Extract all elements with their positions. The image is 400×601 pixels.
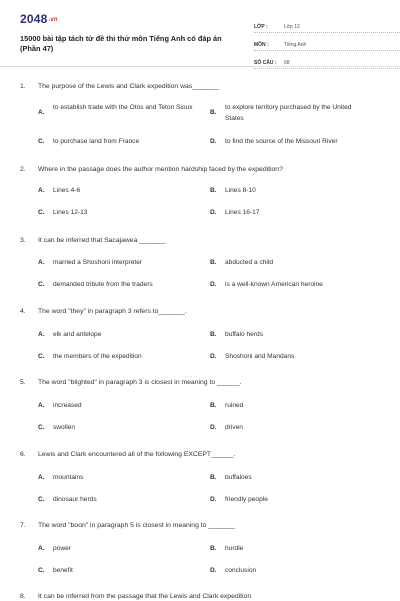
question-text: Where in the passage does the author mention hardship faced by the expedition? bbox=[38, 166, 283, 173]
meta-row-subject bbox=[254, 34, 400, 51]
document-title: 15000 bài tập tách từ đề thi thử môn Tiếng Anh có đáp án (Phần 47) bbox=[20, 34, 222, 53]
option-a[interactable] bbox=[38, 185, 183, 196]
option-a[interactable] bbox=[38, 329, 183, 340]
option-text: driven bbox=[225, 424, 243, 431]
option-letter: B. bbox=[210, 402, 217, 409]
option-b[interactable] bbox=[210, 185, 355, 196]
option-c[interactable] bbox=[38, 422, 183, 433]
question-number: 4. bbox=[20, 308, 26, 315]
option-letter: A. bbox=[38, 331, 45, 338]
option-b[interactable] bbox=[210, 102, 365, 124]
option-text: is a well-known American heroine bbox=[225, 281, 323, 288]
option-text: dinosaur herds bbox=[53, 496, 97, 503]
option-letter: B. bbox=[210, 259, 217, 266]
question-stem bbox=[20, 165, 380, 174]
option-c[interactable] bbox=[38, 565, 183, 576]
option-text: demanded tribute from the traders bbox=[53, 281, 153, 288]
meta-value: Lớp 12 bbox=[284, 24, 300, 30]
option-text: to purchase land from France bbox=[53, 138, 140, 145]
option-letter: D. bbox=[210, 496, 217, 503]
option-letter: C. bbox=[38, 567, 45, 574]
option-d[interactable] bbox=[210, 565, 355, 576]
question-text: Lewis and Clark encountered all of the following EXCEPT______. bbox=[38, 451, 236, 458]
option-a[interactable] bbox=[38, 257, 183, 268]
question bbox=[20, 378, 380, 431]
question-text: It can be inferred from the passage that the Lewis and Clark expedition bbox=[38, 593, 252, 600]
option-letter: D. bbox=[210, 138, 217, 145]
question bbox=[20, 236, 380, 288]
question-stem bbox=[20, 307, 380, 316]
header-divider bbox=[0, 66, 400, 67]
option-text: hurdle bbox=[225, 545, 244, 552]
question-text: The word "blighted" in paragraph 3 is closest in meaning to ______. bbox=[38, 379, 242, 386]
question-number: 3. bbox=[20, 237, 26, 244]
option-letter: D. bbox=[210, 567, 217, 574]
meta-value: 68 bbox=[284, 60, 290, 66]
option-d[interactable] bbox=[210, 351, 355, 362]
option-text: to find the source of the Missouri River bbox=[225, 138, 338, 145]
question-number: 7. bbox=[20, 522, 26, 529]
option-text: swollen bbox=[53, 424, 75, 431]
option-b[interactable] bbox=[210, 472, 355, 483]
option-text: increased bbox=[53, 402, 82, 409]
option-d[interactable] bbox=[210, 422, 355, 433]
option-letter: D. bbox=[210, 281, 217, 288]
option-b[interactable] bbox=[210, 329, 355, 340]
meta-row-class bbox=[254, 16, 400, 33]
question-stem bbox=[20, 521, 380, 530]
option-text: friendly people bbox=[225, 496, 268, 503]
option-text: buffaloes bbox=[225, 474, 252, 481]
option-letter: B. bbox=[210, 474, 217, 481]
option-text: Shoshoni and Mandans bbox=[225, 353, 295, 360]
option-text: conclusion bbox=[225, 567, 257, 574]
option-letter: C. bbox=[38, 138, 45, 145]
option-d[interactable] bbox=[210, 279, 385, 290]
question bbox=[20, 450, 380, 503]
meta-key: MÔN : bbox=[254, 42, 269, 48]
meta-panel bbox=[254, 16, 400, 70]
option-letter: B. bbox=[210, 331, 217, 338]
option-text: to explore territory purchased by the United States bbox=[225, 104, 352, 122]
option-letter: A. bbox=[38, 109, 45, 116]
question bbox=[20, 165, 380, 216]
question-stem bbox=[20, 450, 380, 459]
option-letter: D. bbox=[210, 353, 217, 360]
option-c[interactable] bbox=[38, 494, 183, 505]
option-text: Lines 4-6 bbox=[53, 187, 81, 194]
question-stem bbox=[20, 378, 380, 387]
option-letter: C. bbox=[38, 496, 45, 503]
option-c[interactable] bbox=[38, 351, 183, 362]
option-b[interactable] bbox=[210, 400, 355, 411]
site-logo[interactable] bbox=[20, 12, 58, 26]
question-text: It can be inferred that Sacajawea _______ bbox=[38, 237, 166, 244]
option-text: mountains bbox=[53, 474, 84, 481]
option-letter: C. bbox=[38, 209, 45, 216]
option-letter: A. bbox=[38, 187, 45, 194]
question-number: 2. bbox=[20, 166, 26, 173]
logo-suffix: .vn bbox=[48, 16, 58, 23]
option-text: Lines 16-17 bbox=[225, 209, 260, 216]
question-number: 6. bbox=[20, 451, 26, 458]
option-text: benefit bbox=[53, 567, 73, 574]
question-stem bbox=[20, 236, 380, 245]
meta-key: LỚP : bbox=[254, 24, 268, 30]
option-c[interactable] bbox=[38, 207, 183, 218]
option-text: married a Shoshoni interpreter bbox=[53, 259, 143, 266]
question-text: The purpose of the Lewis and Clark expedition was_______ bbox=[38, 83, 219, 90]
option-a[interactable] bbox=[38, 472, 183, 483]
option-c[interactable] bbox=[38, 136, 183, 147]
option-a[interactable] bbox=[38, 102, 193, 118]
question-number: 5. bbox=[20, 379, 26, 386]
option-letter: A. bbox=[38, 545, 45, 552]
option-text: elk and antelope bbox=[53, 331, 102, 338]
option-text: to establish trade with the Otos and Teton Sioux bbox=[53, 104, 193, 111]
option-text: Lines 12-13 bbox=[53, 209, 88, 216]
option-letter: A. bbox=[38, 402, 45, 409]
logo-text: 2048 bbox=[20, 12, 48, 26]
option-letter: A. bbox=[38, 474, 45, 481]
option-text: power bbox=[53, 545, 71, 552]
option-d[interactable] bbox=[210, 136, 385, 147]
option-letter: A. bbox=[38, 259, 45, 266]
option-letter: B. bbox=[210, 545, 217, 552]
option-letter: D. bbox=[210, 424, 217, 431]
option-d[interactable] bbox=[210, 494, 355, 505]
option-text: abducted a child bbox=[225, 259, 274, 266]
option-letter: B. bbox=[210, 109, 217, 116]
question-text: The word "they" in paragraph 3 refers to_______. bbox=[38, 308, 187, 315]
meta-key: SỐ CÂU : bbox=[254, 60, 277, 66]
option-d[interactable] bbox=[210, 207, 355, 218]
meta-value: Tiếng Anh bbox=[284, 42, 307, 48]
question bbox=[20, 521, 380, 574]
question bbox=[20, 307, 380, 360]
question-number: 8. bbox=[20, 593, 26, 600]
option-text: buffalo herds bbox=[225, 331, 264, 338]
option-text: ruined bbox=[225, 402, 244, 409]
option-a[interactable] bbox=[38, 543, 183, 554]
option-b[interactable] bbox=[210, 257, 355, 268]
option-c[interactable] bbox=[38, 279, 183, 290]
question-text: The word "boon" in paragraph 5 is closest in meaning to _______ bbox=[38, 522, 235, 529]
question-stem bbox=[20, 82, 380, 91]
question bbox=[20, 82, 380, 145]
option-letter: B. bbox=[210, 187, 217, 194]
option-letter: C. bbox=[38, 424, 45, 431]
option-letter: C. bbox=[38, 353, 45, 360]
option-letter: C. bbox=[38, 281, 45, 288]
option-text: Lines 8-10 bbox=[225, 187, 256, 194]
option-a[interactable] bbox=[38, 400, 183, 411]
question-number: 1. bbox=[20, 83, 26, 90]
option-text: the members of the expedition bbox=[53, 353, 142, 360]
option-letter: D. bbox=[210, 209, 217, 216]
option-b[interactable] bbox=[210, 543, 355, 554]
